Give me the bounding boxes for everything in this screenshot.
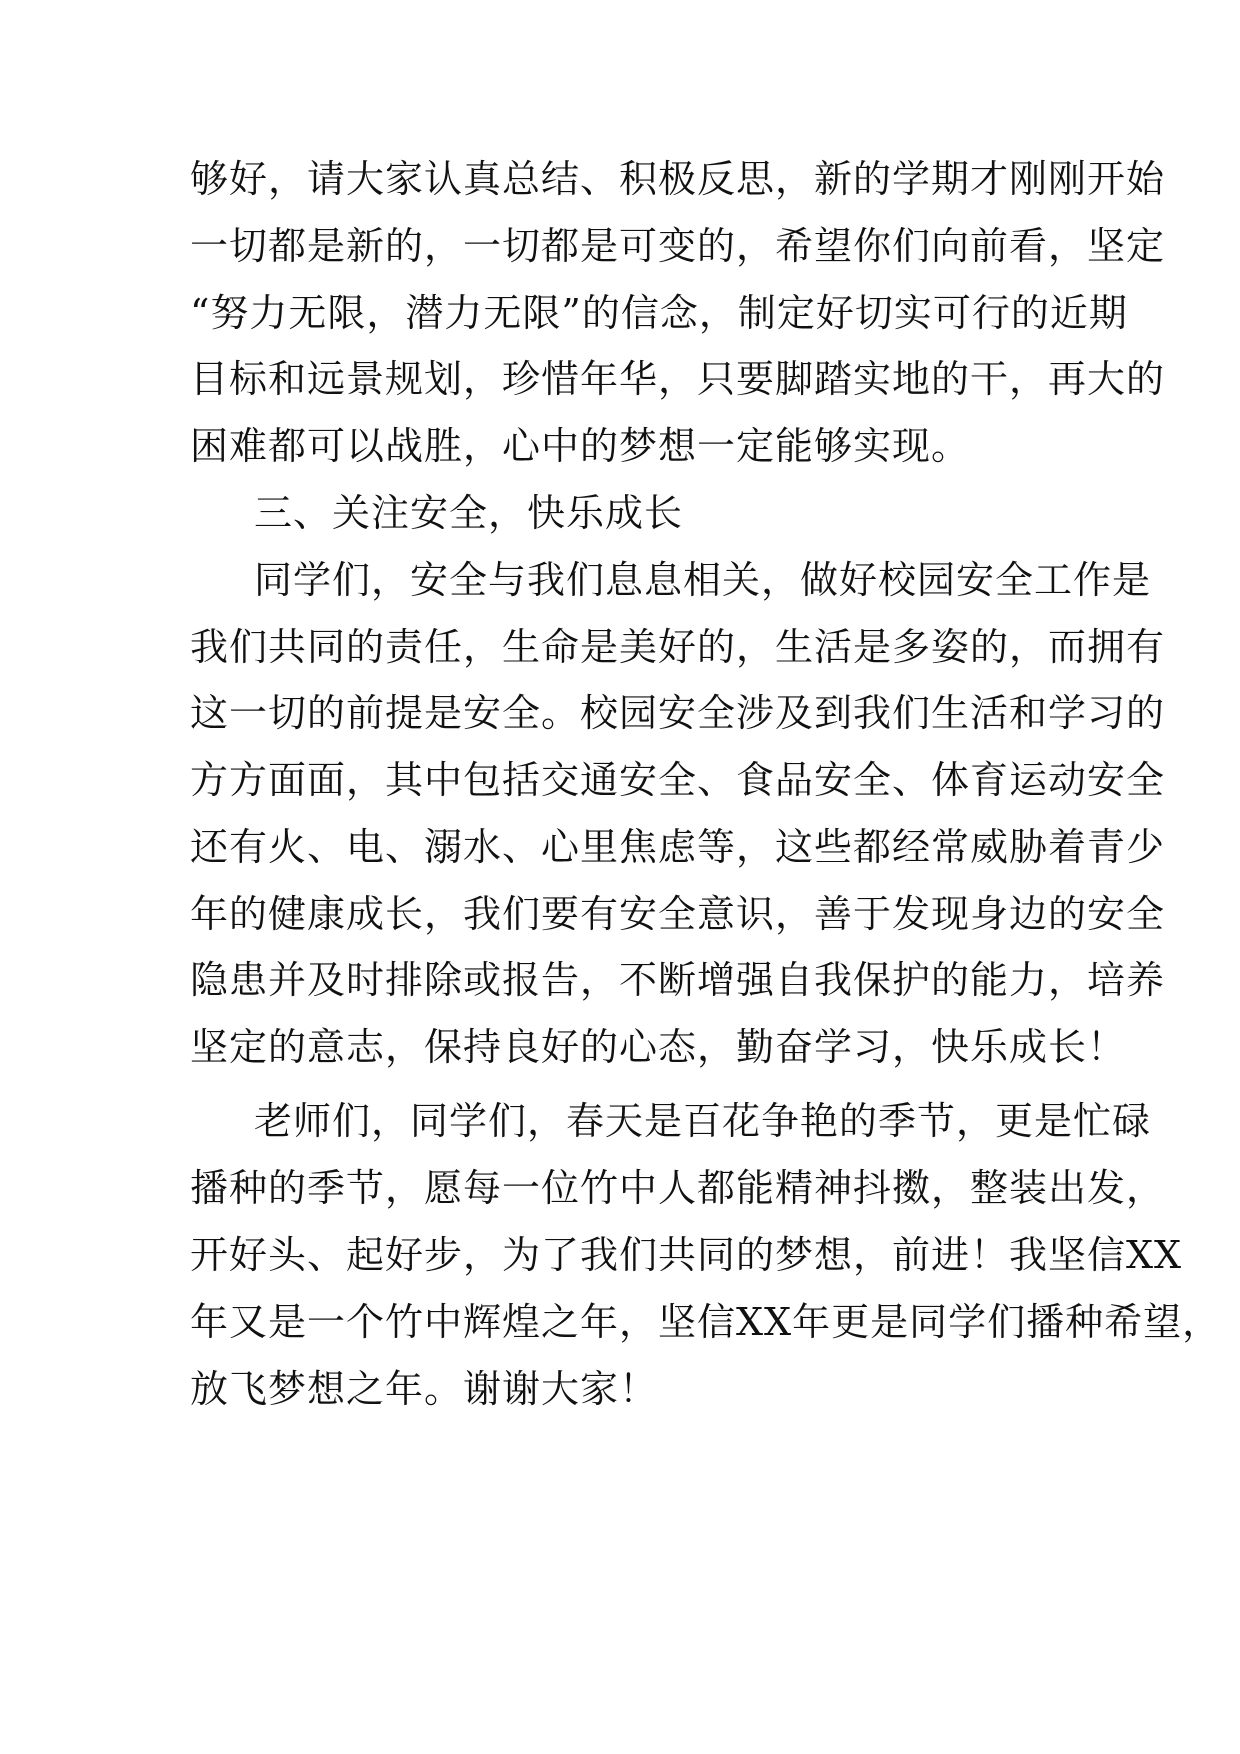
text-line: 隐患并及时排除或报告，不断增强自我保护的能力，培养 [190,958,1166,1002]
section-heading: 三、关注安全，快乐成长 [254,491,684,535]
text-line: 放飞梦想之年。谢谢大家！ [190,1367,659,1411]
text-line: 老师们，同学们，春天是百花争艳的季节，更是忙碌 [254,1099,1152,1143]
text-line: 方方面面，其中包括交通安全、食品安全、体育运动安全 [190,758,1166,802]
text-line: 播种的季节，愿每一位竹中人都能精神抖擞，整装出发， [190,1166,1166,1210]
text-line: “努力无限，潜力无限”的信念，制定好切实可行的近期 [190,291,1128,335]
text-line: 年又是一个竹中辉煌之年，坚信XX年更是同学们播种希望， [190,1300,1222,1344]
text-line: 开好头、起好步，为了我们共同的梦想，前进！我坚信XX [190,1233,1183,1277]
text-line: 困难都可以战胜，心中的梦想一定能够实现。 [190,424,971,468]
text-line: 年的健康成长，我们要有安全意识，善于发现身边的安全 [190,892,1166,936]
text-line: 一切都是新的，一切都是可变的，希望你们向前看，坚定 [190,224,1166,268]
text-line: 我们共同的责任，生命是美好的，生活是多姿的，而拥有 [190,625,1166,669]
text-line: 还有火、电、溺水、心里焦虑等，这些都经常威胁着青少 [190,825,1166,869]
text-line: 目标和远景规划，珍惜年华，只要脚踏实地的干，再大的 [190,357,1166,401]
text-line: 坚定的意志，保持良好的心态，勤奋学习，快乐成长！ [190,1025,1127,1069]
text-line: 够好，请大家认真总结、积极反思，新的学期才刚刚开始 [190,157,1166,201]
text-line: 这一切的前提是安全。校园安全涉及到我们生活和学习的 [190,691,1166,735]
text-line: 同学们，安全与我们息息相关，做好校园安全工作是 [254,558,1152,602]
